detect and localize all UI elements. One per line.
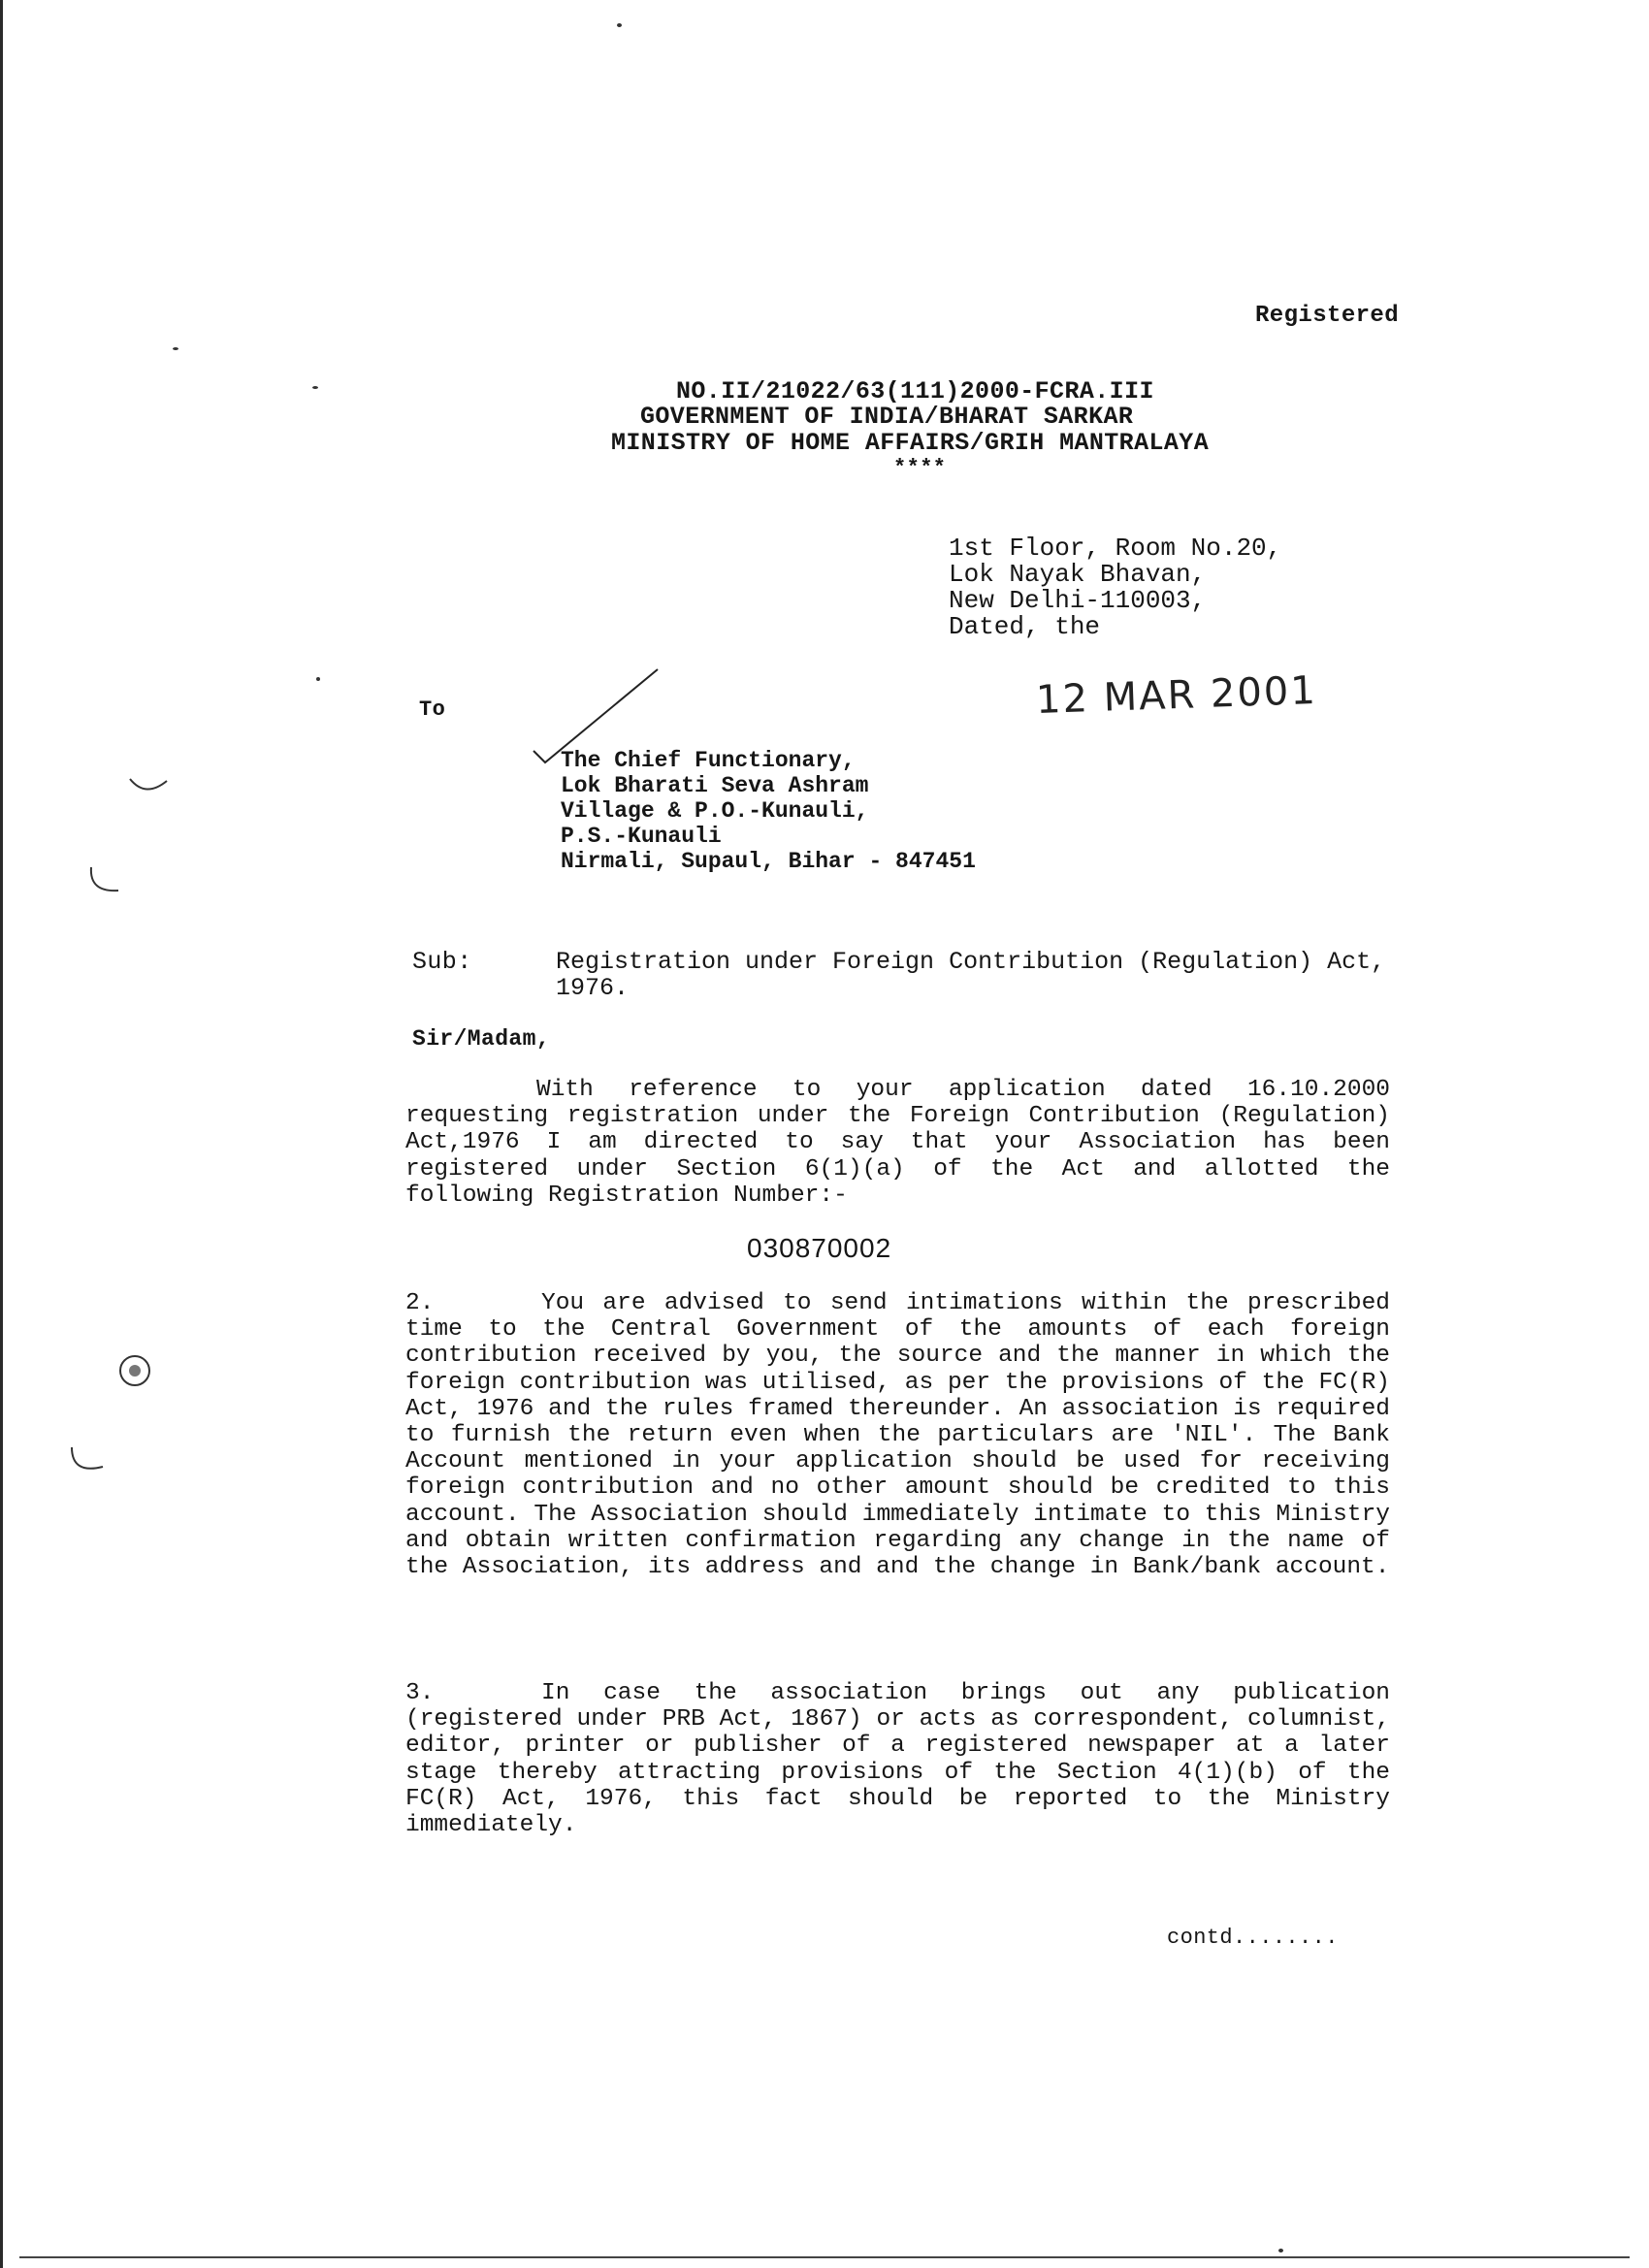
sender-address — [949, 535, 1281, 640]
paragraph-3-text: In case the association brings out any publication (registered under PRB Act, 1867) or acts as correspondent, columnist, editor, printer or publisher of a registered newspaper at a later stage thereby attracting provisions of the Section 4(1)(b) of the FC(R) Act, 1976, this fact should be reported to the Ministry immediately. — [405, 1680, 1390, 1839]
reference-number: NO.II/21022/63(111)2000-FCRA.III — [676, 377, 1154, 405]
recipient-line: The Chief Functionary, — [561, 748, 856, 773]
date-stamp: 12 MAR 2001 — [1035, 667, 1318, 724]
heading-stars: **** — [893, 456, 947, 480]
recipient-address — [561, 748, 976, 874]
paragraph-1 — [405, 1077, 1390, 1209]
sender-address-line: Dated, the — [949, 612, 1101, 641]
sender-address-line: 1st Floor, Room No.20, — [949, 534, 1282, 563]
recipient-line: Village & P.O.-Kunauli, — [561, 798, 869, 824]
recipient-line: Nirmali, Supaul, Bihar - 847451 — [561, 849, 976, 874]
paragraph-1-text: With reference to your application dated 16.10.2000 requesting registration under the Foreign Contribution (Regulation) Act,1976 I am directed to say that your Association has been registered under Section 6(1)(a) of the Act and allotted the following Registration Number:- — [405, 1077, 1390, 1209]
recipient-line: Lok Bharati Seva Ashram — [561, 773, 869, 798]
ministry-heading: MINISTRY OF HOME AFFAIRS/GRIH MANTRALAYA — [611, 429, 1210, 457]
scan-speck — [617, 23, 622, 27]
registered-mark: Registered — [1255, 303, 1400, 329]
paragraph-3 — [405, 1680, 1390, 1838]
recipient-line: P.S.-Kunauli — [561, 824, 722, 849]
salutation: Sir/Madam, — [412, 1026, 551, 1052]
registration-number: 030870002 — [747, 1233, 892, 1263]
punch-hole-mark — [114, 1350, 157, 1393]
punch-hole-mark — [85, 863, 134, 902]
punch-hole-mark — [126, 771, 175, 800]
scan-bottom-edge — [19, 2256, 1630, 2258]
paragraph-2-text: You are advised to send intimations within the prescribed time to the Central Government of the amounts of each foreign contribution received by you, the source and the manner in which the foreign contribution was utilised, as per the provisions of the FC(R) Act, 1976 and the rules framed thereunder. An association is required to furnish the return even when the particulars are 'NIL'. The Bank Account mentioned in your application should be used for receiving foreign contribution and no other amount should be credited to this account. The Association should immediately intimate to this Ministry and obtain written confirmation regarding any change in the name of the Association, its address and and the change in Bank/bank account. — [405, 1290, 1390, 1581]
sender-address-line: New Delhi-110003, — [949, 586, 1207, 615]
scan-speck — [173, 347, 178, 350]
sender-address-line: Lok Nayak Bhavan, — [949, 560, 1207, 589]
scan-speck — [316, 677, 320, 681]
subject-text: Registration under Foreign Contribution (Regulation) Act, 1976. — [556, 948, 1386, 1002]
punch-hole-mark — [66, 1443, 114, 1482]
scan-left-edge — [0, 0, 3, 2268]
to-label: To — [419, 697, 446, 722]
scan-speck — [1278, 2249, 1283, 2252]
government-heading: GOVERNMENT OF INDIA/BHARAT SARKAR — [640, 403, 1134, 431]
paragraph-2 — [405, 1290, 1390, 1580]
paragraph-2-number: 2. — [405, 1290, 435, 1316]
scan-speck — [312, 386, 318, 389]
continued-marker: contd........ — [1167, 1926, 1339, 1950]
subject-label: Sub: — [412, 948, 472, 976]
paragraph-3-number: 3. — [405, 1680, 435, 1706]
